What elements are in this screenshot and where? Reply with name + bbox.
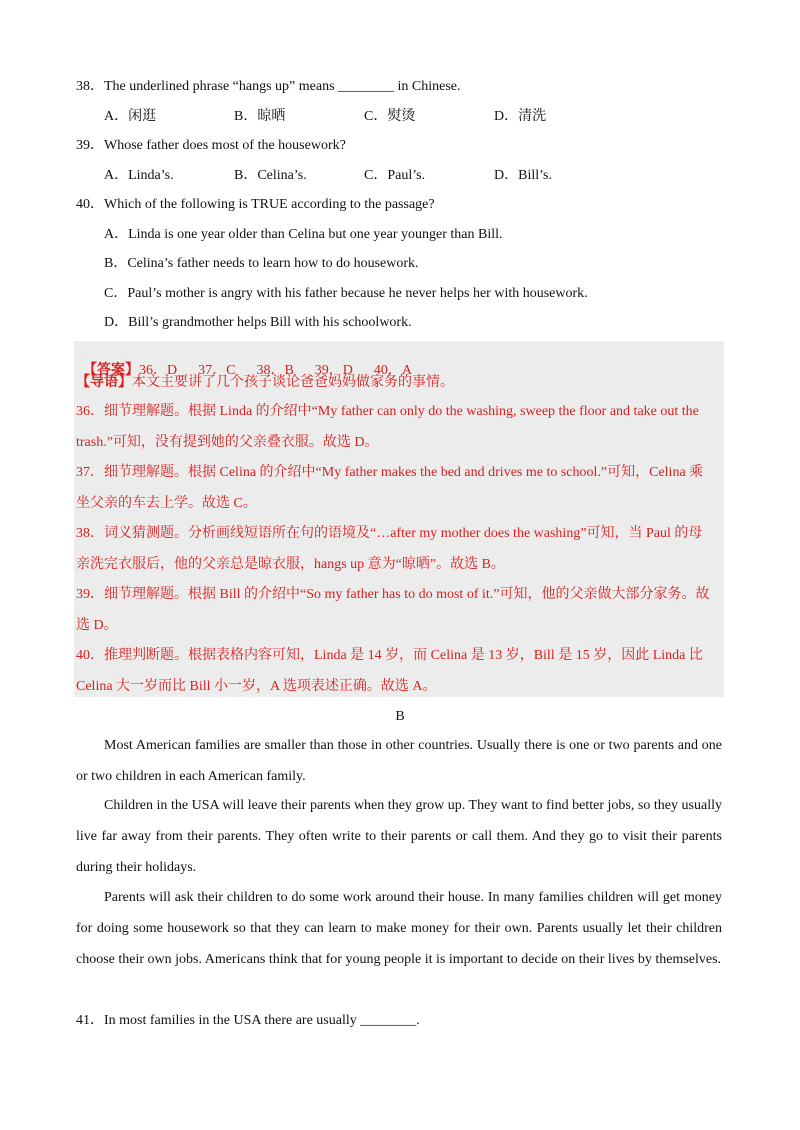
section-heading: B [395, 709, 405, 724]
question-stem: Whose father does most of the housework? [104, 138, 346, 153]
passage-paragraph-2: Children in the USA will leave their parents when they grow up. They want to find better jobs, so they usually live far away from their parents. They often write to their parents or call them. And they go to visit their parents during their holidays. [76, 798, 722, 875]
explanation-line: 选 D。 [76, 618, 118, 633]
question-39 [76, 137, 346, 155]
option-b: B．Celina’s. [234, 168, 307, 183]
option-d: D．Bill’s. [494, 168, 552, 183]
option-c: C．熨烫 [364, 109, 416, 124]
question-38-options [104, 108, 624, 126]
question-38 [76, 78, 461, 96]
passage-paragraph-1: Most American families are smaller than those in other countries. Usually there is one or two parents and one or two children in each American family. [76, 738, 722, 784]
question-40-option-a: A．Linda is one year older than Celina but one year younger than Bill. [104, 227, 503, 242]
question-stem: The underlined phrase “hangs up” means ________ in Chinese. [104, 79, 461, 94]
guide-text: 本文主要讲了几个孩子谈论爸爸妈妈做家务的事情。 [132, 375, 454, 390]
explanation-line: 40．推理判断题。根据表格内容可知，Linda 是 14 岁，而 Celina 是 13 岁，Bill 是 15 岁，因此 Linda 比 [76, 648, 703, 663]
question-number: 39． [76, 138, 104, 153]
question-41: 41．In most families in the USA there are usually ________. [76, 1013, 420, 1028]
answer-block [74, 341, 724, 697]
option-c: C．Paul’s. [364, 168, 426, 183]
question-stem: Which of the following is TRUE according to the passage? [104, 197, 435, 212]
question-40 [76, 196, 435, 214]
option-b: B．晾晒 [234, 109, 286, 124]
question-number: 38． [76, 79, 104, 94]
explanation-line: Celina 大一岁而比 Bill 小一岁，A 选项表述正确。故选 A。 [76, 679, 437, 694]
explanation-line: 37．细节理解题。根据 Celina 的介绍中“My father makes the bed and drives me to school.”可知，Celina 乘 [76, 465, 704, 480]
option-d: D．清洗 [494, 109, 547, 124]
explanation-line: trash.”可知，没有提到她的父亲叠衣服。故选 D。 [76, 435, 379, 450]
question-40-option-d: D．Bill’s grandmother helps Bill with his schoolwork. [104, 315, 412, 330]
question-39-options [104, 167, 624, 185]
question-40-option-c: C．Paul’s mother is angry with his father because he never helps her with housework. [104, 286, 588, 301]
explanation-line: 38．词义猜测题。分析画线短语所在句的语境及“…after my mother does the washing”可知，当 Paul 的母 [76, 526, 703, 541]
passage-paragraph-3: Parents will ask their children to do some work around their house. In many families children will get money for doing some housework so that they can learn to make money for their own. Parents usually let their children choose their own jobs. Americans think that for young people it is important to decide on their lives by themselves. [76, 890, 722, 967]
question-number: 40． [76, 197, 104, 212]
answer-tag: 【答案】 [83, 363, 139, 378]
guide-tag: 【导语】 [76, 375, 132, 390]
guide [76, 374, 454, 392]
explanation-line: 坐父亲的车去上学。故选 C。 [76, 496, 257, 511]
explanation-line: 36．细节理解题。根据 Linda 的介绍中“My father can only do the washing, sweep the floor and take out the [76, 404, 699, 419]
explanation-line: 亲洗完衣服后，他的父亲总是晾衣服，hangs up 意为“晾晒”。故选 B。 [76, 557, 505, 572]
answer-list: 36．D 37．C 38．B 39．D 40．A [139, 363, 413, 378]
explanation-line: 39．细节理解题。根据 Bill 的介绍中“So my father has to do most of it.”可知，他的父亲做大部分家务。故 [76, 587, 710, 602]
option-a: A．Linda’s. [104, 168, 174, 183]
question-40-option-b: B．Celina’s father needs to learn how to do housework. [104, 256, 419, 271]
option-a: A．闲逛 [104, 109, 157, 124]
